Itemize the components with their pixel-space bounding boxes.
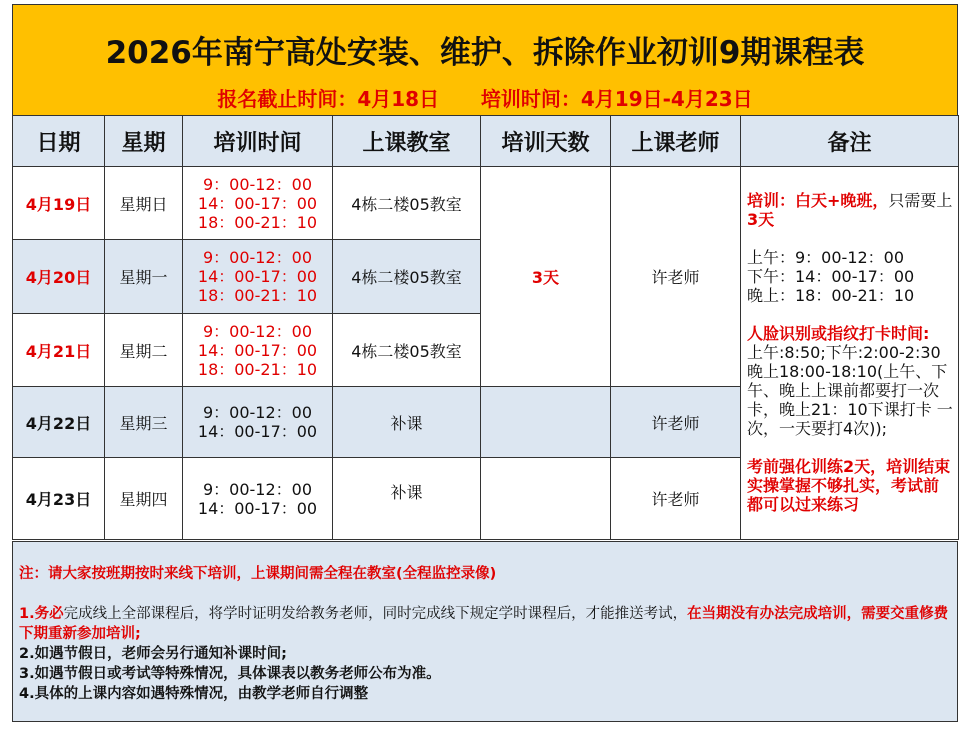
notes-panel (12, 541, 958, 722)
time-slot: 9：00-12：00 (202, 403, 313, 422)
col-header-teacher: 上课老师 (611, 116, 741, 167)
teacher-cell: 许老师 (611, 167, 741, 387)
time-cell (183, 167, 333, 240)
note-main: 注：请大家按班期按时来线下培训，上课期间需全程在教室(全程监控录像) (19, 566, 497, 582)
note-item-4: 4.具体的上课内容如遇特殊情况，由教学老师自行调整 (19, 686, 369, 702)
time-cell (183, 387, 333, 458)
weekday-cell: 星期日 (105, 167, 183, 240)
remark-checkin-2: 晚上18:00-18:10(上午、下午、晚上上课前都要打一次卡，晚上21：10下课打卡 一次，一天要打4次)); (747, 362, 953, 438)
room-cell: 补课 (333, 458, 481, 540)
date-cell: 4月20日 (13, 240, 105, 314)
weekday-cell: 星期三 (105, 387, 183, 458)
remark-eve: 晚上：18：00-21：10 (747, 286, 915, 305)
weekday-cell: 星期一 (105, 240, 183, 314)
room-cell: 补课 (333, 387, 481, 458)
remark-checkin-title: 人脸识别或指纹打卡时间: (747, 324, 930, 343)
col-header-date: 日期 (13, 116, 105, 167)
time-slot: 14：00-17：00 (197, 340, 318, 360)
time-slot: 9：00-12：00 (202, 321, 313, 341)
days-cell (481, 387, 611, 458)
time-slot: 9：00-12：00 (202, 174, 313, 194)
weekday-cell: 星期二 (105, 314, 183, 387)
date-cell: 4月23日 (13, 458, 105, 540)
time-cell (183, 458, 333, 540)
col-header-remarks: 备注 (741, 116, 959, 167)
time-slot: 18：00-21：10 (197, 359, 318, 379)
header-banner (12, 4, 958, 116)
remark-pm: 下午：14：00-17：00 (747, 267, 915, 286)
room-cell: 4栋二楼05教室 (333, 314, 481, 387)
remarks-cell (741, 167, 959, 540)
teacher-cell: 许老师 (611, 458, 741, 540)
note-item-2: 2.如遇节假日，老师会另行通知补课时间; (19, 646, 287, 662)
teacher-cell: 许老师 (611, 387, 741, 458)
date-cell: 4月22日 (13, 387, 105, 458)
training-period-text: 培训时间：4月19日-4月23日 (480, 87, 753, 111)
col-header-time: 培训时间 (183, 116, 333, 167)
schedule-table (12, 115, 959, 540)
deadline-text: 报名截止时间：4月18日 (217, 87, 440, 111)
remark-am: 上午：9：00-12：00 (747, 248, 905, 267)
time-slot: 14：00-17：00 (197, 267, 318, 286)
subtitle-line (13, 83, 957, 112)
time-slot: 9：00-12：00 (202, 479, 313, 499)
time-slot: 18：00-21：10 (197, 286, 318, 305)
date-cell: 4月19日 (13, 167, 105, 240)
weekday-cell: 星期四 (105, 458, 183, 540)
note-item-1: 1.务必完成线上全部课程后，将学时证明发给教务老师，同时完成线下规定学时课程后，才能推送考试，在当期没有办法完成培训，需要交重修费下期重新参加培训; (19, 606, 949, 642)
time-slot: 9：00-12：00 (202, 248, 313, 267)
room-cell: 4栋二楼05教室 (333, 167, 481, 240)
col-header-room: 上课教室 (333, 116, 481, 167)
col-header-days: 培训天数 (481, 116, 611, 167)
time-slot: 14：00-17：00 (197, 193, 318, 213)
col-header-weekday: 星期 (105, 116, 183, 167)
time-slot: 18：00-21：10 (197, 212, 318, 232)
time-slot: 14：00-17：00 (197, 422, 318, 441)
table-row (13, 167, 959, 240)
remark-checkin-1: 上午:8:50;下午:2:00-2:30 (747, 343, 941, 362)
table-header-row (13, 116, 959, 167)
room-cell: 4栋二楼05教室 (333, 240, 481, 314)
time-cell (183, 314, 333, 387)
time-slot: 14：00-17：00 (197, 498, 318, 518)
note-item-3: 3.如遇节假日或考试等特殊情况，具体课表以教务老师公布为准。 (19, 666, 441, 682)
days-cell (481, 458, 611, 540)
page-title: 2026年南宁高处安装、维护、拆除作业初训9期课程表 (105, 35, 865, 71)
date-cell: 4月21日 (13, 314, 105, 387)
remark-exam-prep: 考前强化训练2天，培训结束实操掌握不够扎实，考试前都可以过来练习 (747, 457, 951, 514)
schedule-sheet (12, 4, 958, 722)
time-cell (183, 240, 333, 314)
days-cell: 3天 (481, 167, 611, 387)
remark-training: 培训：白天+晚班，只需要上3天 (747, 191, 953, 229)
